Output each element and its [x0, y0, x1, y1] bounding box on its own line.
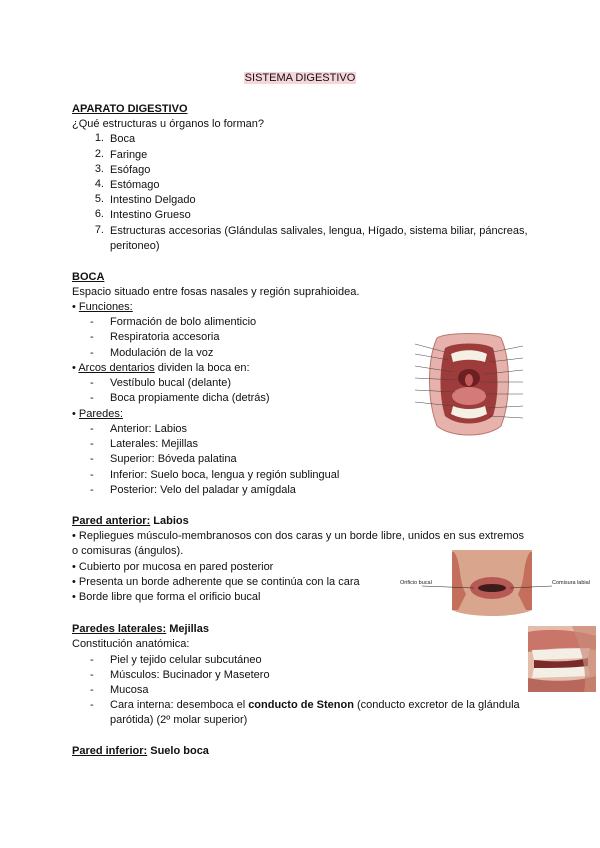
list-number: 5. — [94, 193, 104, 205]
fig-label-comisura: Comisura labial — [552, 580, 590, 586]
dash: - — [90, 484, 94, 496]
list-item: Vestíbulo bucal (delante) — [110, 377, 232, 389]
list-item: Faringe — [110, 149, 148, 161]
dash: - — [90, 392, 94, 404]
dash: - — [90, 377, 94, 389]
list-item: Intestino Grueso — [110, 209, 191, 221]
list-item: Intestino Delgado — [110, 194, 196, 206]
list-item-cara-interna: Cara interna: desemboca el conducto de Stenon (conducto excretor de la glándula — [110, 699, 520, 711]
list-item: Estructuras accesorias (Glándulas salivales, lengua, Hígado, sistema biliar, páncreas, — [110, 225, 528, 237]
list-item: Boca — [110, 133, 136, 145]
list-item: Boca propiamente dicha (detrás) — [110, 392, 270, 404]
list-item: Modulación de la voz — [110, 347, 214, 359]
anterior-line: • Borde libre que forma el orificio bucal — [72, 591, 261, 603]
dash: - — [90, 347, 94, 359]
list-item-continuation: peritoneo) — [110, 240, 160, 252]
document-title: SISTEMA DIGESTIVO — [244, 72, 356, 84]
lips-face-illustration — [392, 550, 592, 618]
list-item: Formación de bolo alimenticio — [110, 316, 257, 328]
section-heading-aparato: APARATO DIGESTIVO — [72, 103, 188, 115]
list-item: Superior: Bóveda palatina — [110, 453, 237, 465]
arcos-label: • Arcos dentarios dividen la boca en: — [72, 362, 250, 374]
cheek-section-illustration — [528, 626, 596, 692]
list-item: Estómago — [110, 179, 160, 191]
anterior-line: o comisuras (ángulos). — [72, 545, 184, 557]
boca-intro: Espacio situado entre fosas nasales y región suprahioidea. — [72, 286, 360, 298]
list-item: Mucosa — [110, 684, 149, 696]
open-mouth-illustration — [415, 330, 523, 440]
list-item: Posterior: Velo del paladar y amígdala — [110, 484, 296, 496]
dash: - — [90, 654, 94, 666]
list-item-continuation: parótida) (2º molar superior) — [110, 714, 248, 726]
section-heading-inferior: Pared inferior: Suelo boca — [72, 745, 209, 757]
dash: - — [90, 453, 94, 465]
dash: - — [90, 316, 94, 328]
paredes-label: • Paredes: — [72, 408, 123, 420]
dash: - — [90, 438, 94, 450]
dash: - — [90, 423, 94, 435]
question-text: ¿Qué estructuras u órganos lo forman? — [72, 118, 264, 130]
list-item: Músculos: Bucinador y Masetero — [110, 669, 270, 681]
laterales-intro: Constitución anatómica: — [72, 638, 190, 650]
section-heading-boca: BOCA — [72, 271, 105, 283]
list-number: 4. — [94, 178, 104, 190]
list-number: 6. — [94, 208, 104, 220]
list-item: Anterior: Labios — [110, 423, 188, 435]
section-heading-laterales: Paredes laterales: Mejillas — [72, 623, 209, 635]
dash: - — [90, 469, 94, 481]
list-item: Piel y tejido celular subcutáneo — [110, 654, 262, 666]
funciones-label: • Funciones: — [72, 301, 133, 313]
list-item: Respiratoria accesoria — [110, 331, 220, 343]
list-number: 3. — [94, 163, 104, 175]
dash: - — [90, 331, 94, 343]
anterior-line: • Cubierto por mucosa en pared posterior — [72, 561, 274, 573]
list-item: Laterales: Mejillas — [110, 438, 199, 450]
dash: - — [90, 669, 94, 681]
dash: - — [90, 684, 94, 696]
list-number: 1. — [94, 132, 104, 144]
fig-label-orificio: Orificio bucal — [400, 580, 432, 586]
anterior-line: • Presenta un borde adherente que se continúa con la cara — [72, 576, 360, 588]
list-item: Esófago — [110, 164, 151, 176]
anterior-line: • Repliegues músculo-membranosos con dos caras y un borde libre, unidos en sus extremos — [72, 530, 525, 542]
list-number: 2. — [94, 148, 104, 160]
section-heading-anterior: Pared anterior: Labios — [72, 515, 189, 527]
list-item: Inferior: Suelo boca, lengua y región sublingual — [110, 469, 340, 481]
dash: - — [90, 699, 94, 711]
list-number: 7. — [94, 224, 104, 236]
